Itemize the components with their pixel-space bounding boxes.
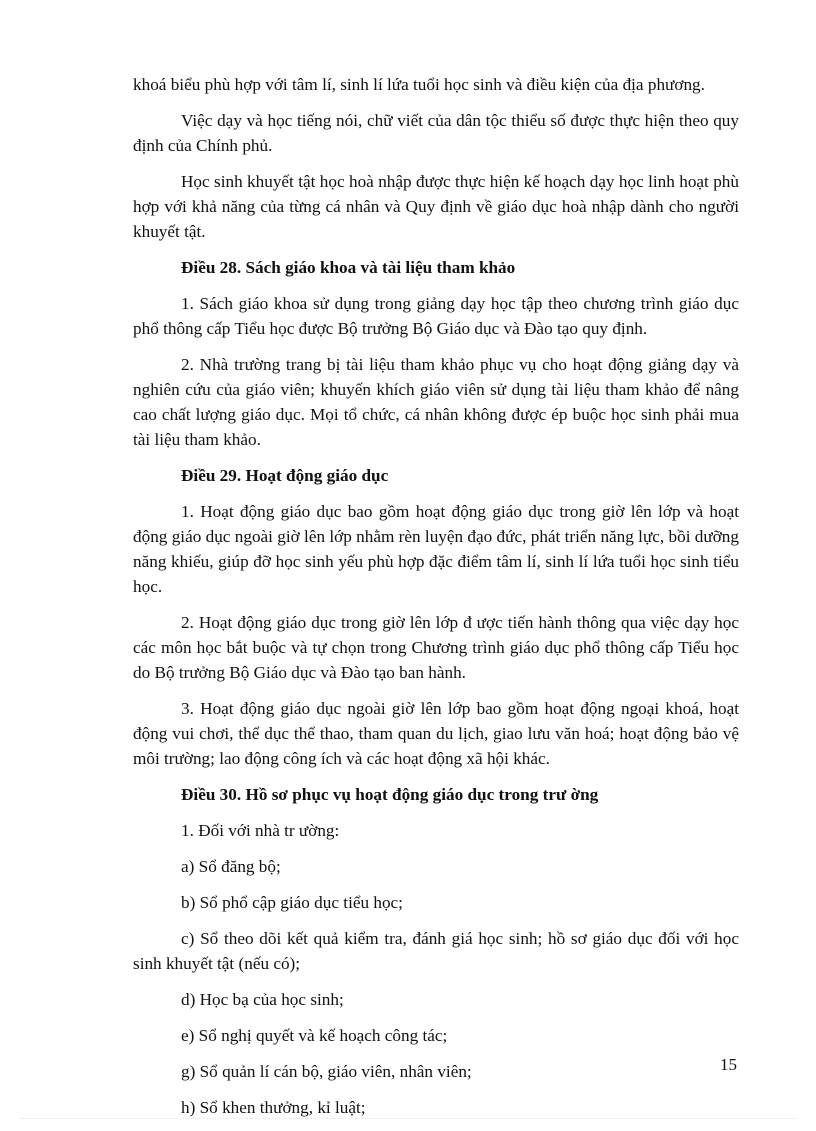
article-29-heading: Điều 29. Hoạt động giáo dục: [181, 466, 389, 485]
document-page: [133, 72, 739, 1131]
article-28-clause-1: 1. Sách giáo khoa sử dụng trong giảng dạy học tập theo chương trình giáo dục phổ thông cấp Tiểu học được Bộ trưởng Bộ Giáo dục và Đào tạo quy định.: [133, 294, 739, 338]
list-item: a) Sổ đăng bộ;: [181, 857, 281, 876]
article-29-clause-3: 3. Hoạt động giáo dục ngoài giờ lên lớp bao gồm hoạt động ngoại khoá, hoạt động vui chơi, thể dục thể thao, tham quan du lịch, giao lưu văn hoá; hoạt động bảo vệ môi trường; lao động công ích và các hoạt động xã hội khác.: [133, 699, 739, 768]
article-30-heading: Điều 30. Hồ sơ phục vụ hoạt động giáo dục trong trư ờng: [181, 785, 599, 804]
page-number: 15: [720, 1055, 737, 1074]
list-item: b) Sổ phổ cập giáo dục tiểu học;: [181, 893, 403, 912]
article-28-heading: Điều 28. Sách giáo khoa và tài liệu tham khảo: [181, 258, 516, 277]
list-item: c) Sổ theo dõi kết quả kiểm tra, đánh giá học sinh; hồ sơ giáo dục đối với học sinh khuyết tật (nếu có);: [133, 929, 739, 973]
list-item: e) Sổ nghị quyết và kế hoạch công tác;: [181, 1026, 448, 1045]
list-item: h) Sổ khen thưởng, kỉ luật;: [181, 1098, 366, 1117]
list-item: g) Sổ quản lí cán bộ, giáo viên, nhân viên;: [181, 1062, 472, 1081]
paragraph-inclusive-education: Học sinh khuyết tật học hoà nhập được thực hiện kế hoạch dạy học linh hoạt phù hợp với khả năng của từng cá nhân và Quy định về giáo dục hoà nhập dành cho người khuyết tật.: [133, 172, 739, 241]
article-29-clause-2: 2. Hoạt động giáo dục trong giờ lên lớp đ ược tiến hành thông qua việc dạy học các môn học bắt buộc và tự chọn trong Chương trình giáo dục phổ thông cấp Tiểu học do Bộ trưởng Bộ Giáo dục và Đào tạo ban hành.: [133, 613, 739, 682]
article-28-clause-2: 2. Nhà trường trang bị tài liệu tham khảo phục vụ cho hoạt động giảng dạy và nghiên cứu của giáo viên; khuyến khích giáo viên sử dụng tài liệu tham khảo để nâng cao chất lượng giáo dục. Mọi tổ chức, cá nhân không được ép buộc học sinh phải mua tài liệu tham khảo.: [133, 355, 739, 449]
article-30-intro: 1. Đối với nhà tr ường:: [181, 821, 340, 840]
page-bottom-divider: [20, 1118, 796, 1119]
paragraph-ethnic-language: Việc dạy và học tiếng nói, chữ viết của dân tộc thiểu số được thực hiện theo quy định của Chính phủ.: [133, 111, 739, 155]
paragraph-continuation: khoá biểu phù hợp với tâm lí, sinh lí lứa tuổi học sinh và điều kiện của địa phương.: [133, 75, 705, 94]
list-item: d) Học bạ của học sinh;: [181, 990, 344, 1009]
article-29-clause-1: 1. Hoạt động giáo dục bao gồm hoạt động giáo dục trong giờ lên lớp và hoạt động giáo dục ngoài giờ lên lớp nhằm rèn luyện đạo đức, phát triển năng lực, bồi dưỡng năng khiếu, giúp đỡ học sinh yếu phù hợp đặc điểm tâm lí, sinh lí lứa tuổi học sinh tiểu học.: [133, 502, 739, 596]
